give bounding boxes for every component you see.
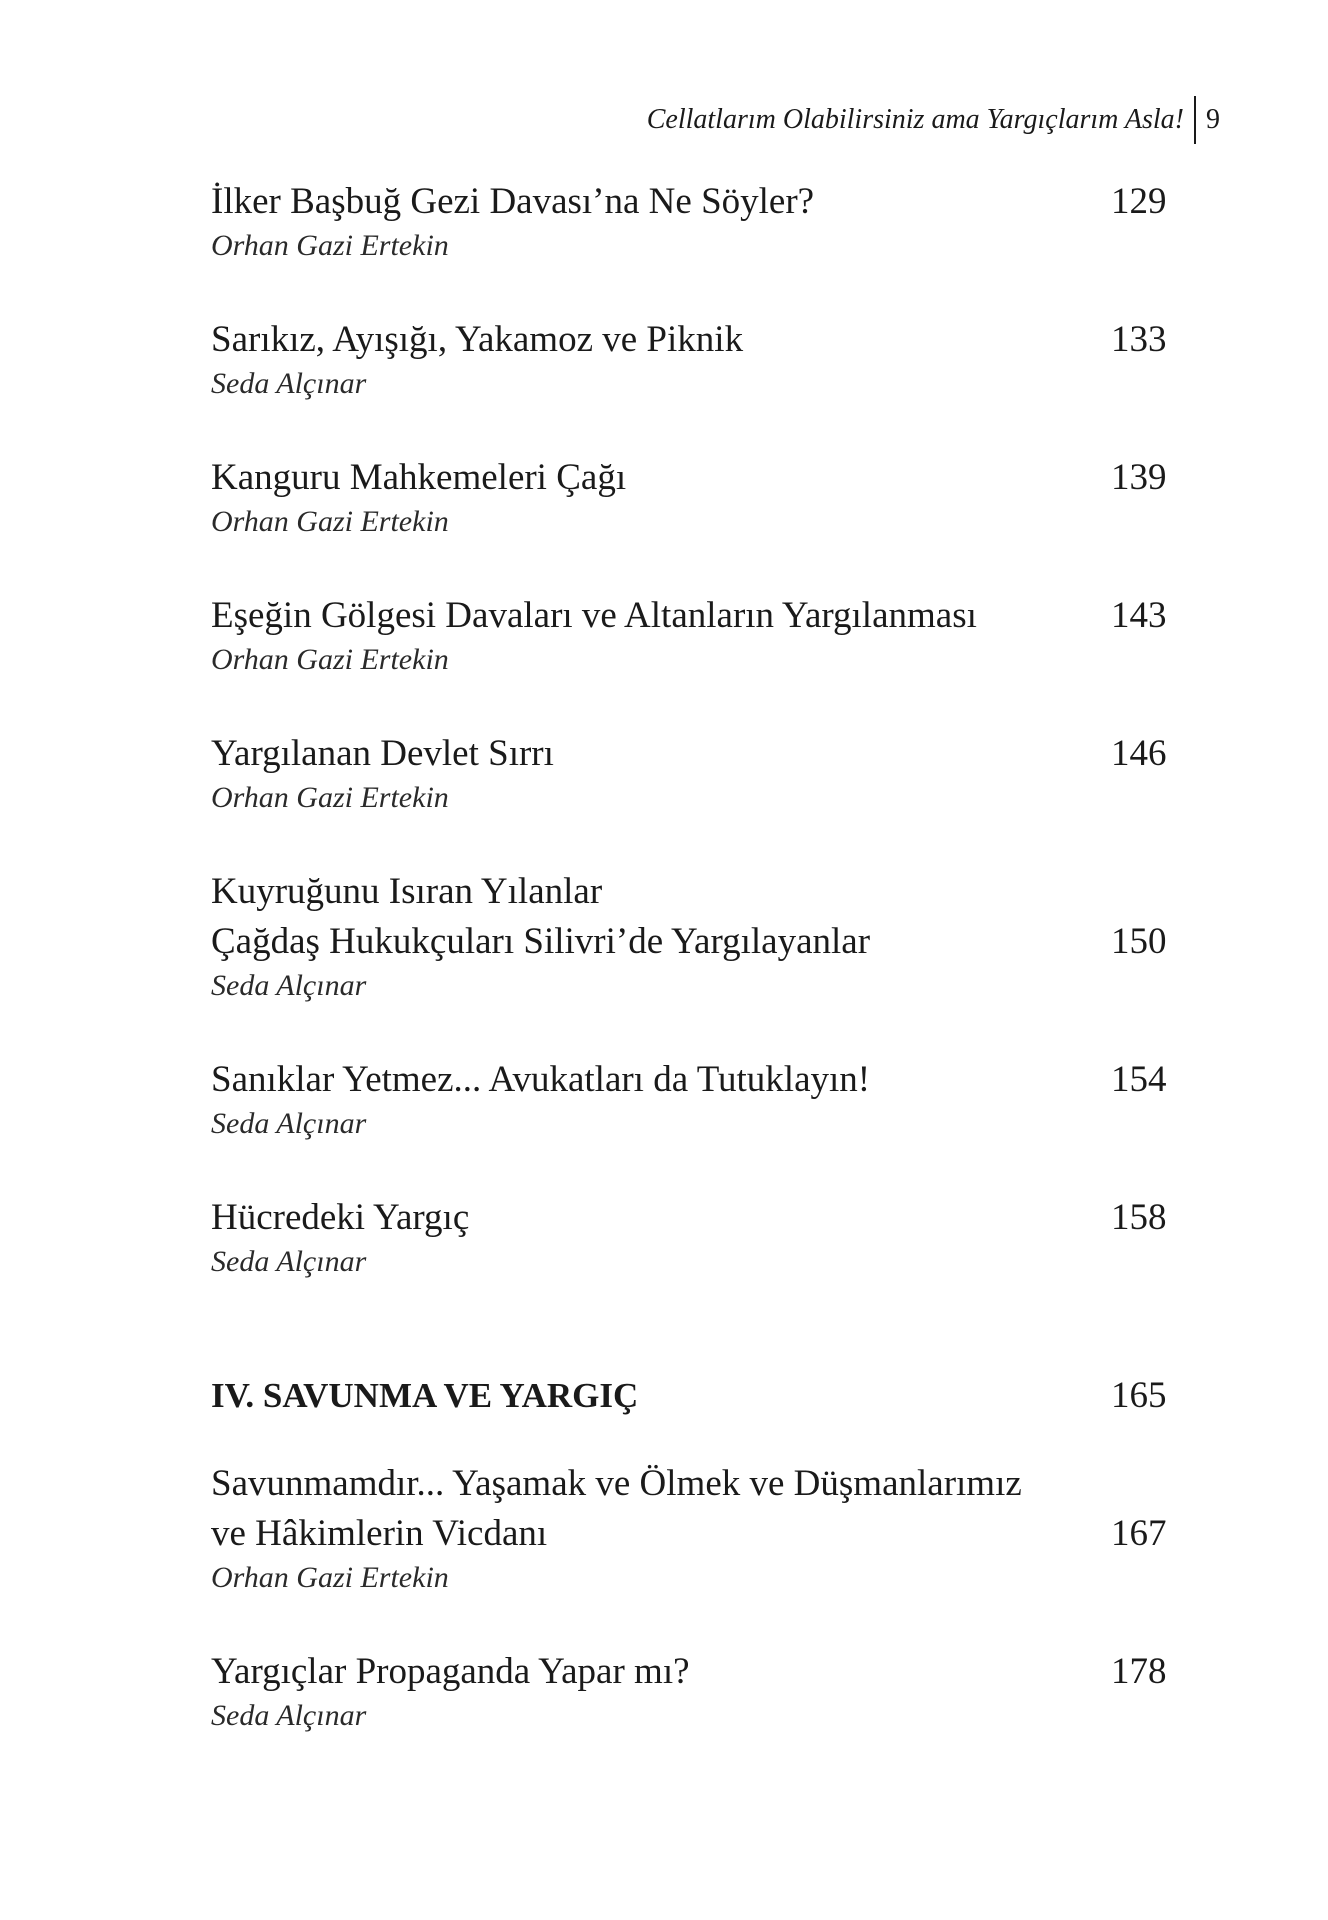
toc-entry-title <box>211 177 814 227</box>
toc-entry-page: 143 <box>1111 595 1167 636</box>
toc-entry-title-line: Hücredeki Yargıç <box>211 1197 470 1238</box>
toc-entry-page: 154 <box>1111 1059 1167 1100</box>
toc-entry <box>211 1459 1191 1597</box>
toc-entry-title <box>211 1193 469 1243</box>
toc-entry-page: 158 <box>1111 1197 1167 1238</box>
running-header <box>647 96 1220 144</box>
toc-entry-author: Seda Alçınar <box>211 1107 367 1140</box>
toc-entry-main <box>211 177 1191 227</box>
page-number: 9 <box>1206 104 1220 135</box>
toc-entry <box>211 453 1191 541</box>
toc-entry-author: Seda Alçınar <box>211 1699 367 1732</box>
toc-entry <box>211 591 1191 679</box>
toc-entry-main <box>211 1193 1191 1243</box>
toc-section-page: 165 <box>1111 1375 1167 1416</box>
toc-entry-main <box>211 591 1191 641</box>
toc-entry-title-line: Kanguru Mahkemeleri Çağı <box>211 457 627 498</box>
toc-entry-title-line: İlker Başbuğ Gezi Davası’na Ne Söyler? <box>211 181 815 222</box>
toc-entry-title <box>211 315 743 365</box>
toc-entry-title-line: Kuyruğunu Isıran Yılanlar <box>211 871 603 912</box>
toc-entry <box>211 1647 1191 1735</box>
toc-entry-title-line: ve Hâkimlerin Vicdanı <box>211 1513 548 1554</box>
toc-entry-main <box>211 453 1191 503</box>
toc-entry <box>211 1193 1191 1281</box>
toc-entry-page: 133 <box>1111 319 1167 360</box>
toc-entry-title <box>211 453 626 503</box>
toc-entry-page: 167 <box>1111 1513 1167 1554</box>
toc-entry-title-line: Sarıkız, Ayışığı, Yakamoz ve Piknik <box>211 319 744 360</box>
toc-entry-title-line: Savunmamdır... Yaşamak ve Ölmek ve Düşmanlarımız <box>211 1463 1022 1504</box>
toc-entry-author: Seda Alçınar <box>211 1245 367 1278</box>
toc-entry-author: Orhan Gazi Ertekin <box>211 1561 449 1594</box>
toc-entry-page: 129 <box>1111 181 1167 222</box>
toc-entry-page: 178 <box>1111 1651 1167 1692</box>
toc-entry-author: Orhan Gazi Ertekin <box>211 229 449 262</box>
toc-entry-main <box>211 1055 1191 1105</box>
toc-entry <box>211 729 1191 817</box>
toc-entry <box>211 177 1191 265</box>
toc-entry-title-line: Yargıçlar Propaganda Yapar mı? <box>211 1651 690 1692</box>
toc-entry-author: Seda Alçınar <box>211 367 367 400</box>
toc-entry-main <box>211 1647 1191 1697</box>
toc-entry-main <box>211 729 1191 779</box>
toc-entry-title-line: Eşeğin Gölgesi Davaları ve Altanların Yargılanması <box>211 595 977 636</box>
toc-entry-title <box>211 1647 690 1697</box>
toc-entry-page: 146 <box>1111 733 1167 774</box>
toc-entry <box>211 1055 1191 1143</box>
book-title: Cellatlarım Olabilirsiniz ama Yargıçlarım Asla! <box>646 104 1184 135</box>
toc-entry-title-line: Çağdaş Hukukçuları Silivri’de Yargılayanlar <box>211 921 871 962</box>
toc-entry-title <box>211 1055 870 1105</box>
toc-entry-title-line: Sanıklar Yetmez... Avukatları da Tutuklayın! <box>211 1059 871 1100</box>
toc-entry-page: 150 <box>1111 921 1167 962</box>
toc-entry-title <box>211 729 554 779</box>
toc-entry-title <box>211 591 977 641</box>
toc-section-heading <box>211 1371 1191 1421</box>
toc-entry <box>211 867 1191 1005</box>
toc-entry-main <box>211 1459 1191 1559</box>
table-of-contents <box>211 177 1191 1785</box>
toc-entry-title-line: Yargılanan Devlet Sırrı <box>211 733 554 774</box>
toc-entry-page: 139 <box>1111 457 1167 498</box>
toc-entry-author: Orhan Gazi Ertekin <box>211 781 449 814</box>
toc-entry-main <box>211 315 1191 365</box>
toc-entry-author: Seda Alçınar <box>211 969 367 1002</box>
toc-entry-author: Orhan Gazi Ertekin <box>211 643 449 676</box>
toc-entry-title <box>211 867 870 967</box>
toc-entry-author: Orhan Gazi Ertekin <box>211 505 449 538</box>
toc-entry-main <box>211 1371 1191 1421</box>
toc-entry-title <box>211 1459 1022 1559</box>
toc-entry <box>211 315 1191 403</box>
toc-entry-main <box>211 867 1191 967</box>
toc-section-title: IV. SAVUNMA VE YARGIÇ <box>211 1376 639 1415</box>
